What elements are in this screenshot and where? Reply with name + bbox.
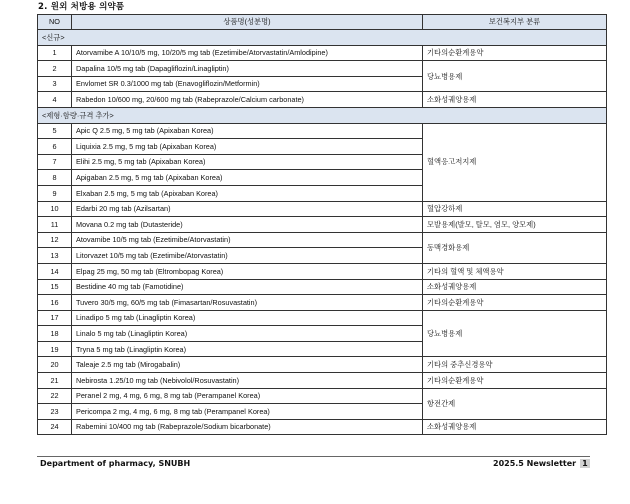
product-name: Rabemini 10/400 mg tab (Rabeprazole/Sodium bicarbonate) xyxy=(72,419,423,435)
table-section-row xyxy=(38,30,607,46)
product-name: Litorvazet 10/5 mg tab (Ezetimibe/Atorvastatin) xyxy=(72,248,423,264)
row-number: 23 xyxy=(38,404,72,420)
table-row xyxy=(38,61,607,77)
table-row xyxy=(38,279,607,295)
classification: 혈압강하제 xyxy=(423,201,607,217)
row-number: 9 xyxy=(38,185,72,201)
classification: 소화성궤양용제 xyxy=(423,419,607,435)
row-number: 24 xyxy=(38,419,72,435)
row-number: 5 xyxy=(38,123,72,139)
table-row xyxy=(38,295,607,311)
row-number: 3 xyxy=(38,76,72,92)
classification: 기타의순환계용약 xyxy=(423,373,607,389)
product-name: Peranel 2 mg, 4 mg, 6 mg, 8 mg tab (Perampanel Korea) xyxy=(72,388,423,404)
table-row xyxy=(38,357,607,373)
classification: 기타의 중추신경용약 xyxy=(423,357,607,373)
product-name: Tuvero 30/5 mg, 60/5 mg tab (Fimasartan/Rosuvastatin) xyxy=(72,295,423,311)
product-name: Edarbi 20 mg tab (Azilsartan) xyxy=(72,201,423,217)
product-name: Linadipo 5 mg tab (Linagliptin Korea) xyxy=(72,310,423,326)
row-number: 13 xyxy=(38,248,72,264)
row-number: 12 xyxy=(38,232,72,248)
product-name: Nebirosta 1.25/10 mg tab (Nebivolol/Rosuvastatin) xyxy=(72,373,423,389)
table-row xyxy=(38,45,607,61)
row-number: 8 xyxy=(38,170,72,186)
product-name: Pericompa 2 mg, 4 mg, 6 mg, 8 mg tab (Perampanel Korea) xyxy=(72,404,423,420)
table-section-row xyxy=(38,107,607,123)
table-row xyxy=(38,373,607,389)
product-name: Apic Q 2.5 mg, 5 mg tab (Apixaban Korea) xyxy=(72,123,423,139)
row-number: 10 xyxy=(38,201,72,217)
classification: 혈액응고저지제 xyxy=(423,123,607,201)
classification: 모발용제(발모, 탈모, 염모, 양모제) xyxy=(423,217,607,233)
product-name: Linalo 5 mg tab (Linagliptin Korea) xyxy=(72,326,423,342)
table-body xyxy=(38,30,607,435)
product-name: Bestidine 40 mg tab (Famotidine) xyxy=(72,279,423,295)
row-number: 16 xyxy=(38,295,72,311)
row-number: 18 xyxy=(38,326,72,342)
product-name: Elihi 2.5 mg, 5 mg tab (Apixaban Korea) xyxy=(72,154,423,170)
table-row xyxy=(38,419,607,435)
product-name: Rabedon 10/600 mg, 20/600 mg tab (Rabeprazole/Calcium carbonate) xyxy=(72,92,423,108)
product-name: Apigaban 2.5 mg, 5 mg tab (Apixaban Korea) xyxy=(72,170,423,186)
classification: 기타의 혈액 및 체액용약 xyxy=(423,263,607,279)
footer-newsletter-label: 2025.5 Newsletter xyxy=(493,459,577,468)
classification: 기타의순환계용약 xyxy=(423,45,607,61)
row-number: 20 xyxy=(38,357,72,373)
row-number: 7 xyxy=(38,154,72,170)
product-name: Movana 0.2 mg tab (Dutasteride) xyxy=(72,217,423,233)
table-row xyxy=(38,217,607,233)
product-name: Tryna 5 mg tab (Linagliptin Korea) xyxy=(72,341,423,357)
classification: 소화성궤양용제 xyxy=(423,92,607,108)
classification: 소화성궤양용제 xyxy=(423,279,607,295)
table-row xyxy=(38,388,607,404)
row-number: 4 xyxy=(38,92,72,108)
header-classification: 보건복지부 분류 xyxy=(423,15,607,30)
row-number: 11 xyxy=(38,217,72,233)
classification: 기타의순환계용약 xyxy=(423,295,607,311)
row-number: 19 xyxy=(38,341,72,357)
product-name: Dapalina 10/5 mg tab (Dapagliflozin/Linagliptin) xyxy=(72,61,423,77)
row-number: 22 xyxy=(38,388,72,404)
classification: 동맥경화용제 xyxy=(423,232,607,263)
product-name: Envlomet SR 0.3/1000 mg tab (Enavogliflozin/Metformin) xyxy=(72,76,423,92)
product-name: Taleaje 2.5 mg tab (Mirogabalin) xyxy=(72,357,423,373)
section-label: <신규> xyxy=(38,30,607,46)
page-number: 1 xyxy=(582,459,588,468)
classification: 당뇨병용제 xyxy=(423,310,607,357)
footer-department: Department of pharmacy, SNUBH xyxy=(40,459,191,468)
prescription-drug-table xyxy=(37,14,607,435)
table-row xyxy=(38,123,607,139)
classification: 항전간제 xyxy=(423,388,607,419)
header-product: 상품명(성분명) xyxy=(72,15,423,30)
row-number: 15 xyxy=(38,279,72,295)
header-no: NO xyxy=(38,15,72,30)
row-number: 17 xyxy=(38,310,72,326)
product-name: Atovamibe 10/5 mg tab (Ezetimibe/Atorvastatin) xyxy=(72,232,423,248)
table-row xyxy=(38,201,607,217)
product-name: Liquixia 2.5 mg, 5 mg tab (Apixaban Korea) xyxy=(72,139,423,155)
section-label: <제형·함량·규격 추가> xyxy=(38,107,607,123)
row-number: 2 xyxy=(38,61,72,77)
section-heading: 2. 원외 처방용 의약품 xyxy=(38,2,125,12)
table-row xyxy=(38,232,607,248)
footer-newsletter xyxy=(493,459,590,468)
row-number: 14 xyxy=(38,263,72,279)
footer-divider xyxy=(37,456,590,457)
product-name: Atorvamibe A 10/10/5 mg, 10/20/5 mg tab (Ezetimibe/Atorvastatin/Amlodipine) xyxy=(72,45,423,61)
table-row xyxy=(38,310,607,326)
product-name: Elpag 25 mg, 50 mg tab (Eltrombopag Korea) xyxy=(72,263,423,279)
row-number: 1 xyxy=(38,45,72,61)
table-row xyxy=(38,263,607,279)
table-header-row xyxy=(38,15,607,30)
table-row xyxy=(38,92,607,108)
row-number: 21 xyxy=(38,373,72,389)
classification: 당뇨병용제 xyxy=(423,61,607,92)
product-name: Elxaban 2.5 mg, 5 mg tab (Apixaban Korea) xyxy=(72,185,423,201)
row-number: 6 xyxy=(38,139,72,155)
